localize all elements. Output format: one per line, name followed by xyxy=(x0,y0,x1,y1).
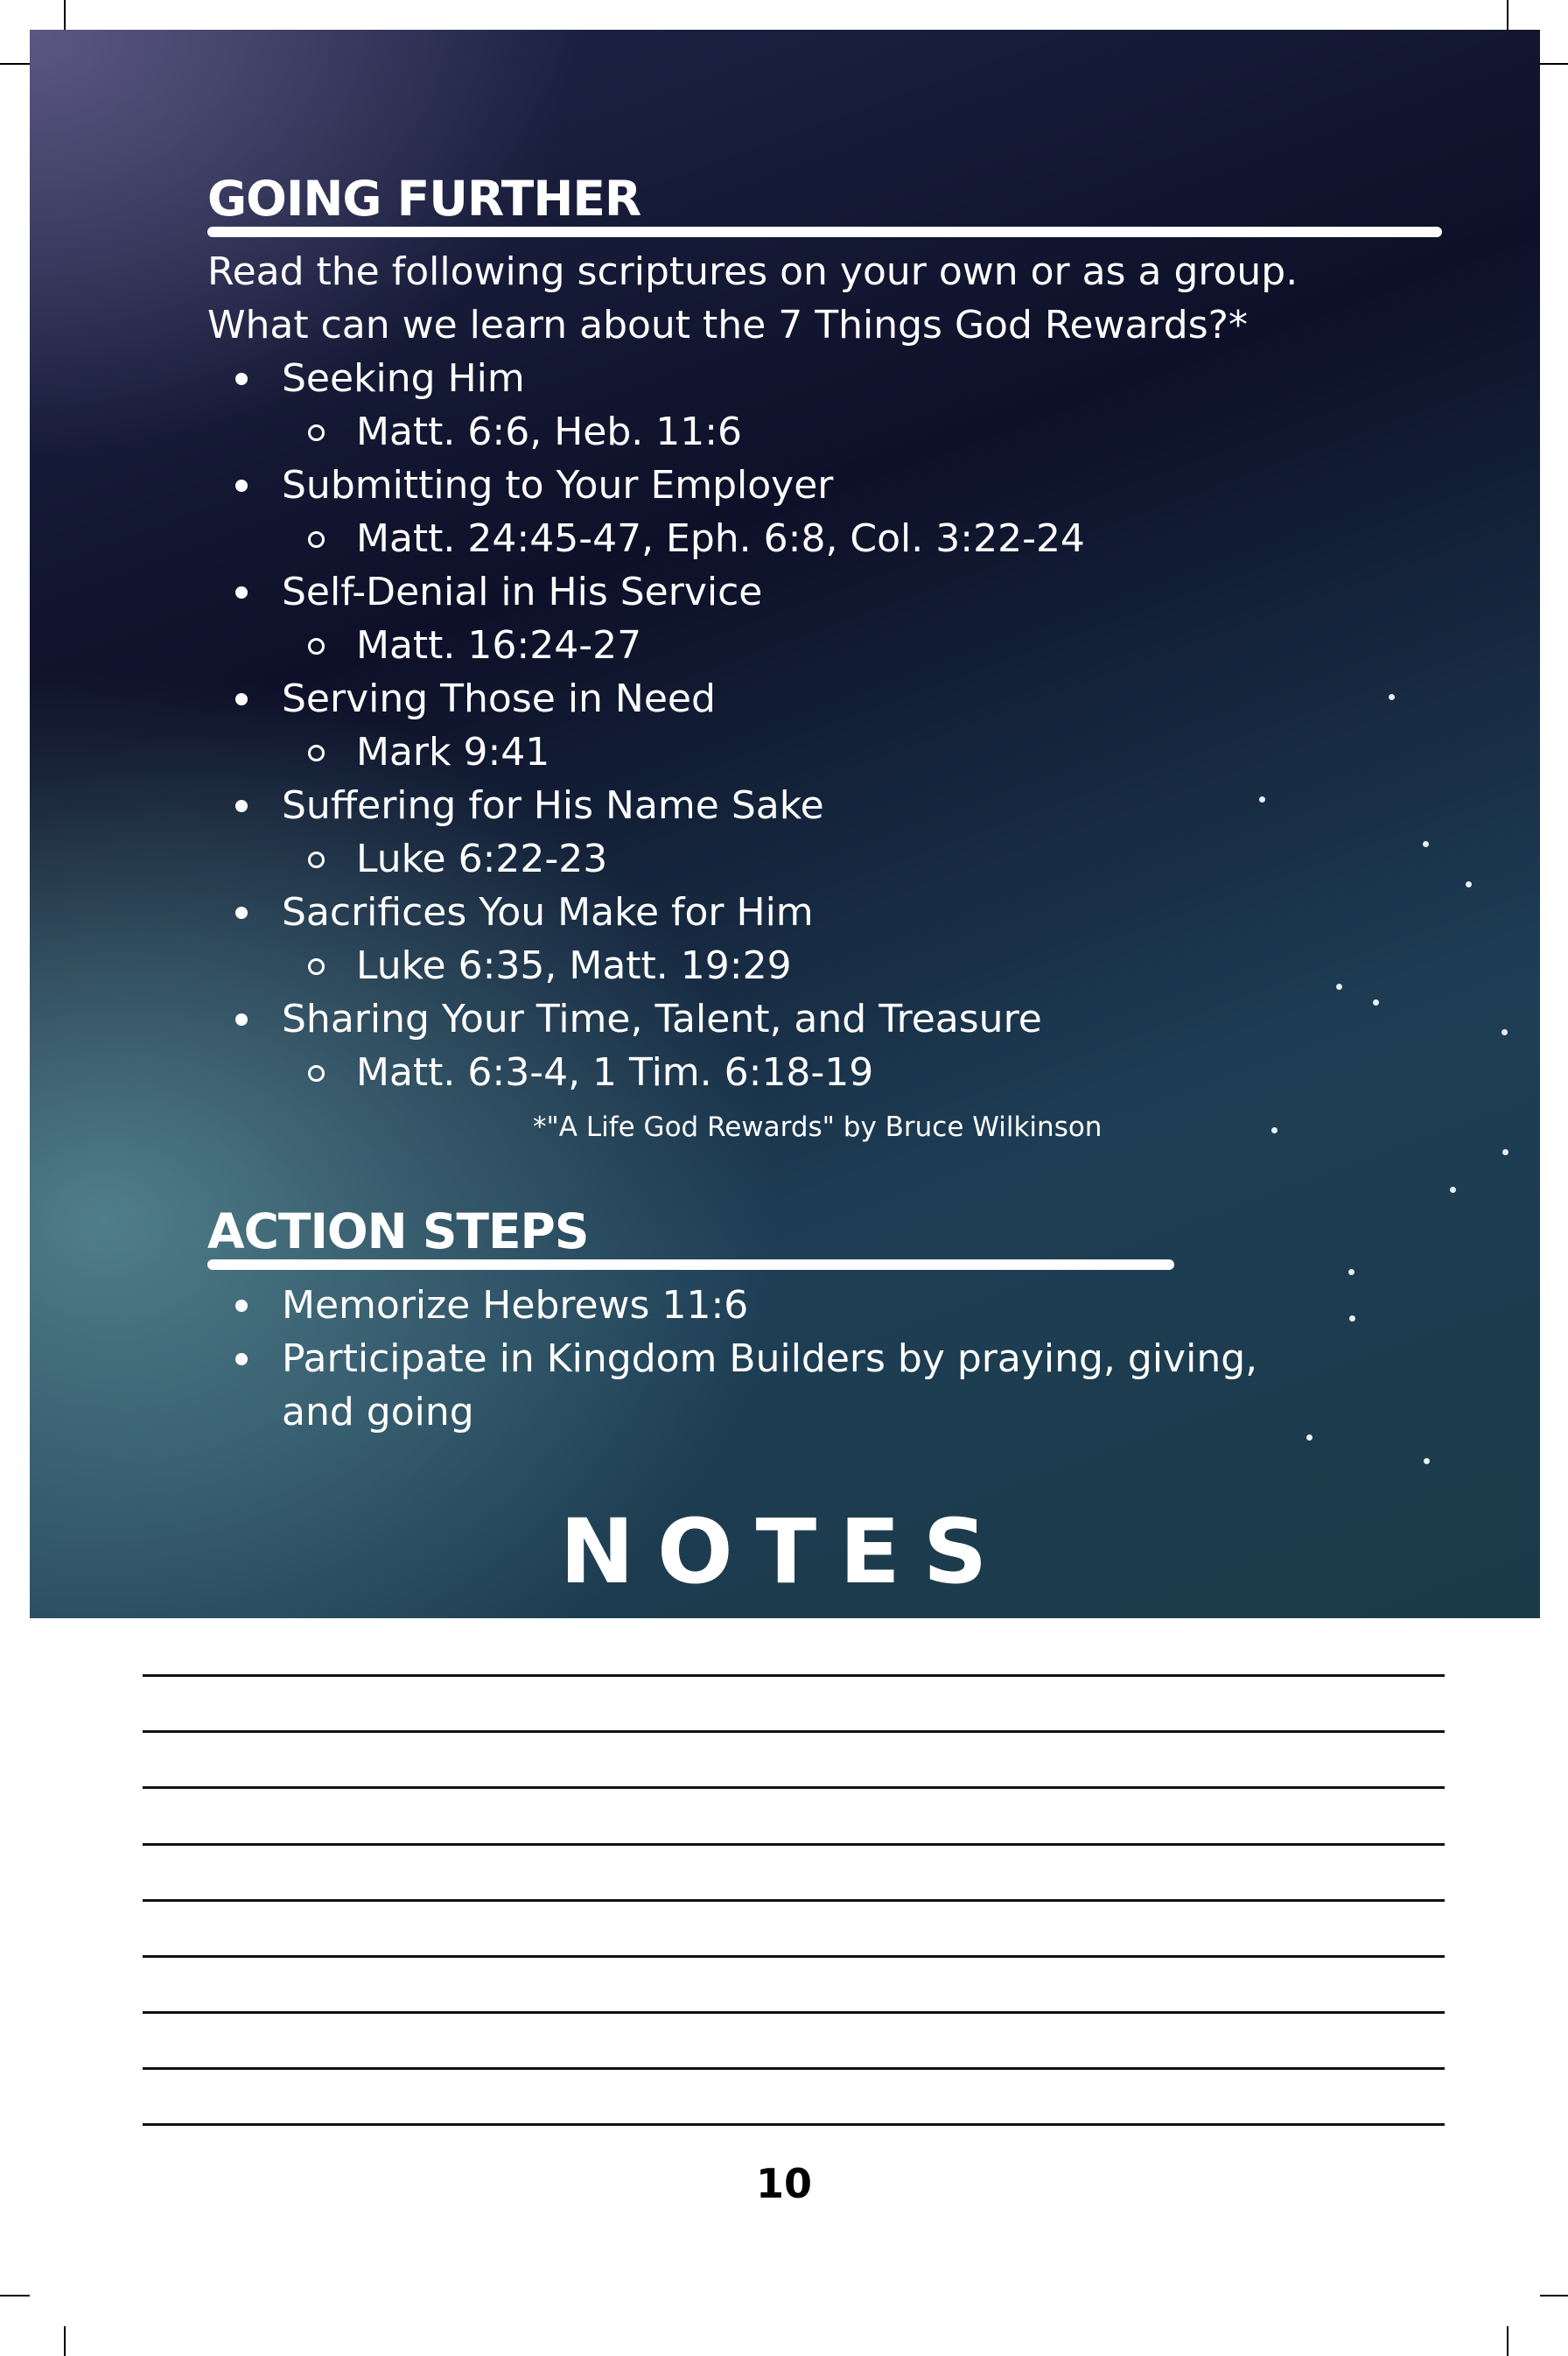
scripture-refs: Matt. 6:3-4, 1 Tim. 6:18-19 xyxy=(356,1050,874,1095)
scripture-sublist xyxy=(282,405,1476,459)
star-dot xyxy=(1502,1029,1508,1035)
hollow-bullet-icon xyxy=(308,745,325,761)
scripture-refs: Mark 9:41 xyxy=(356,730,550,775)
hollow-bullet-icon xyxy=(308,958,325,975)
note-line xyxy=(143,1786,1445,1789)
page-number: 10 xyxy=(755,2160,812,2207)
crop-mark-bottom-left-h xyxy=(0,2295,30,2296)
scripture-sublist xyxy=(282,619,1476,672)
bullet-icon xyxy=(235,800,248,812)
crop-mark-bottom-left-v xyxy=(64,2326,66,2356)
note-line xyxy=(143,1955,1445,1958)
bullet-icon xyxy=(235,1300,248,1312)
hollow-bullet-icon xyxy=(308,1065,325,1082)
book-footnote: *"A Life God Rewards" by Bruce Wilkinson xyxy=(533,1111,1102,1143)
list-item xyxy=(207,992,1476,1099)
scripture-sublist xyxy=(282,1046,1476,1099)
scripture-sublist xyxy=(282,726,1476,779)
bullet-icon xyxy=(235,693,248,705)
intro-line-2: What can we learn about the 7 Things God Rewards?* xyxy=(207,303,1249,347)
crop-mark-bottom-right-v xyxy=(1507,2326,1508,2356)
action-steps-list xyxy=(207,1279,1301,1439)
going-further-underline xyxy=(207,227,1442,237)
scripture-refs: Luke 6:22-23 xyxy=(356,837,608,881)
reward-label: Self-Denial in His Service xyxy=(282,570,763,614)
crop-mark-top-left-h xyxy=(0,63,30,65)
list-item xyxy=(282,512,1476,565)
list-item xyxy=(282,619,1476,672)
list-item xyxy=(207,672,1476,779)
intro-line-1: Read the following scriptures on your own or as a group. xyxy=(207,249,1298,294)
hollow-bullet-icon xyxy=(308,638,325,655)
going-further-heading: GOING FURTHER xyxy=(207,171,641,227)
scripture-sublist xyxy=(282,832,1476,886)
crop-mark-bottom-right-h xyxy=(1540,2295,1568,2296)
bullet-icon xyxy=(235,1013,248,1026)
action-steps-section xyxy=(207,1203,1476,1439)
bullet-icon xyxy=(235,1353,248,1365)
list-item xyxy=(207,779,1476,886)
note-line xyxy=(143,2123,1445,2126)
reward-label: Serving Those in Need xyxy=(282,677,716,721)
note-line xyxy=(143,2011,1445,2014)
list-item xyxy=(282,405,1476,459)
bullet-icon xyxy=(235,907,248,919)
crop-mark-top-left-v xyxy=(64,0,66,30)
hollow-bullet-icon xyxy=(308,424,325,441)
action-steps-heading: ACTION STEPS xyxy=(207,1203,589,1259)
list-item xyxy=(282,726,1476,779)
star-dot xyxy=(1450,1187,1456,1193)
star-dot xyxy=(1424,1458,1430,1464)
going-further-section xyxy=(207,171,1476,1143)
reward-label: Seeking Him xyxy=(282,356,525,401)
action-step-text: Participate in Kingdom Builders by praying, giving, and going xyxy=(282,1336,1258,1434)
crop-mark-top-right-h xyxy=(1540,63,1568,65)
list-item xyxy=(207,459,1476,565)
note-line xyxy=(143,1843,1445,1846)
hollow-bullet-icon xyxy=(308,531,325,548)
notes-title: NOTES xyxy=(559,1500,1011,1604)
going-further-intro xyxy=(207,245,1476,352)
note-line xyxy=(143,2067,1445,2070)
bullet-icon xyxy=(235,586,248,599)
hollow-bullet-icon xyxy=(308,852,325,868)
action-steps-underline xyxy=(207,1259,1174,1270)
bullet-icon xyxy=(235,480,248,492)
list-item xyxy=(207,1279,1301,1332)
scripture-sublist xyxy=(282,512,1476,565)
reward-label: Suffering for His Name Sake xyxy=(282,783,824,828)
note-line xyxy=(143,1899,1445,1902)
action-step-text: Memorize Hebrews 11:6 xyxy=(282,1283,749,1328)
scripture-refs: Matt. 16:24-27 xyxy=(356,623,642,668)
note-line xyxy=(143,1674,1445,1677)
reward-label: Sacrifices You Make for Him xyxy=(282,890,814,935)
reward-label: Submitting to Your Employer xyxy=(282,463,834,508)
scripture-refs: Luke 6:35, Matt. 19:29 xyxy=(356,943,792,988)
bullet-icon xyxy=(235,373,248,385)
list-item xyxy=(282,1046,1476,1099)
list-item xyxy=(207,565,1476,672)
starry-background-panel xyxy=(30,30,1540,1618)
list-item xyxy=(282,832,1476,886)
scripture-refs: Matt. 24:45-47, Eph. 6:8, Col. 3:22-24 xyxy=(356,516,1085,561)
list-item xyxy=(207,886,1476,992)
reward-label: Sharing Your Time, Talent, and Treasure xyxy=(282,997,1042,1041)
crop-mark-top-right-v xyxy=(1507,0,1508,30)
star-dot xyxy=(1502,1149,1508,1155)
list-item xyxy=(282,939,1476,992)
rewards-list xyxy=(207,352,1476,1099)
note-line xyxy=(143,1730,1445,1733)
list-item xyxy=(207,1332,1301,1439)
scripture-refs: Matt. 6:6, Heb. 11:6 xyxy=(356,410,743,454)
scripture-sublist xyxy=(282,939,1476,992)
list-item xyxy=(207,352,1476,459)
